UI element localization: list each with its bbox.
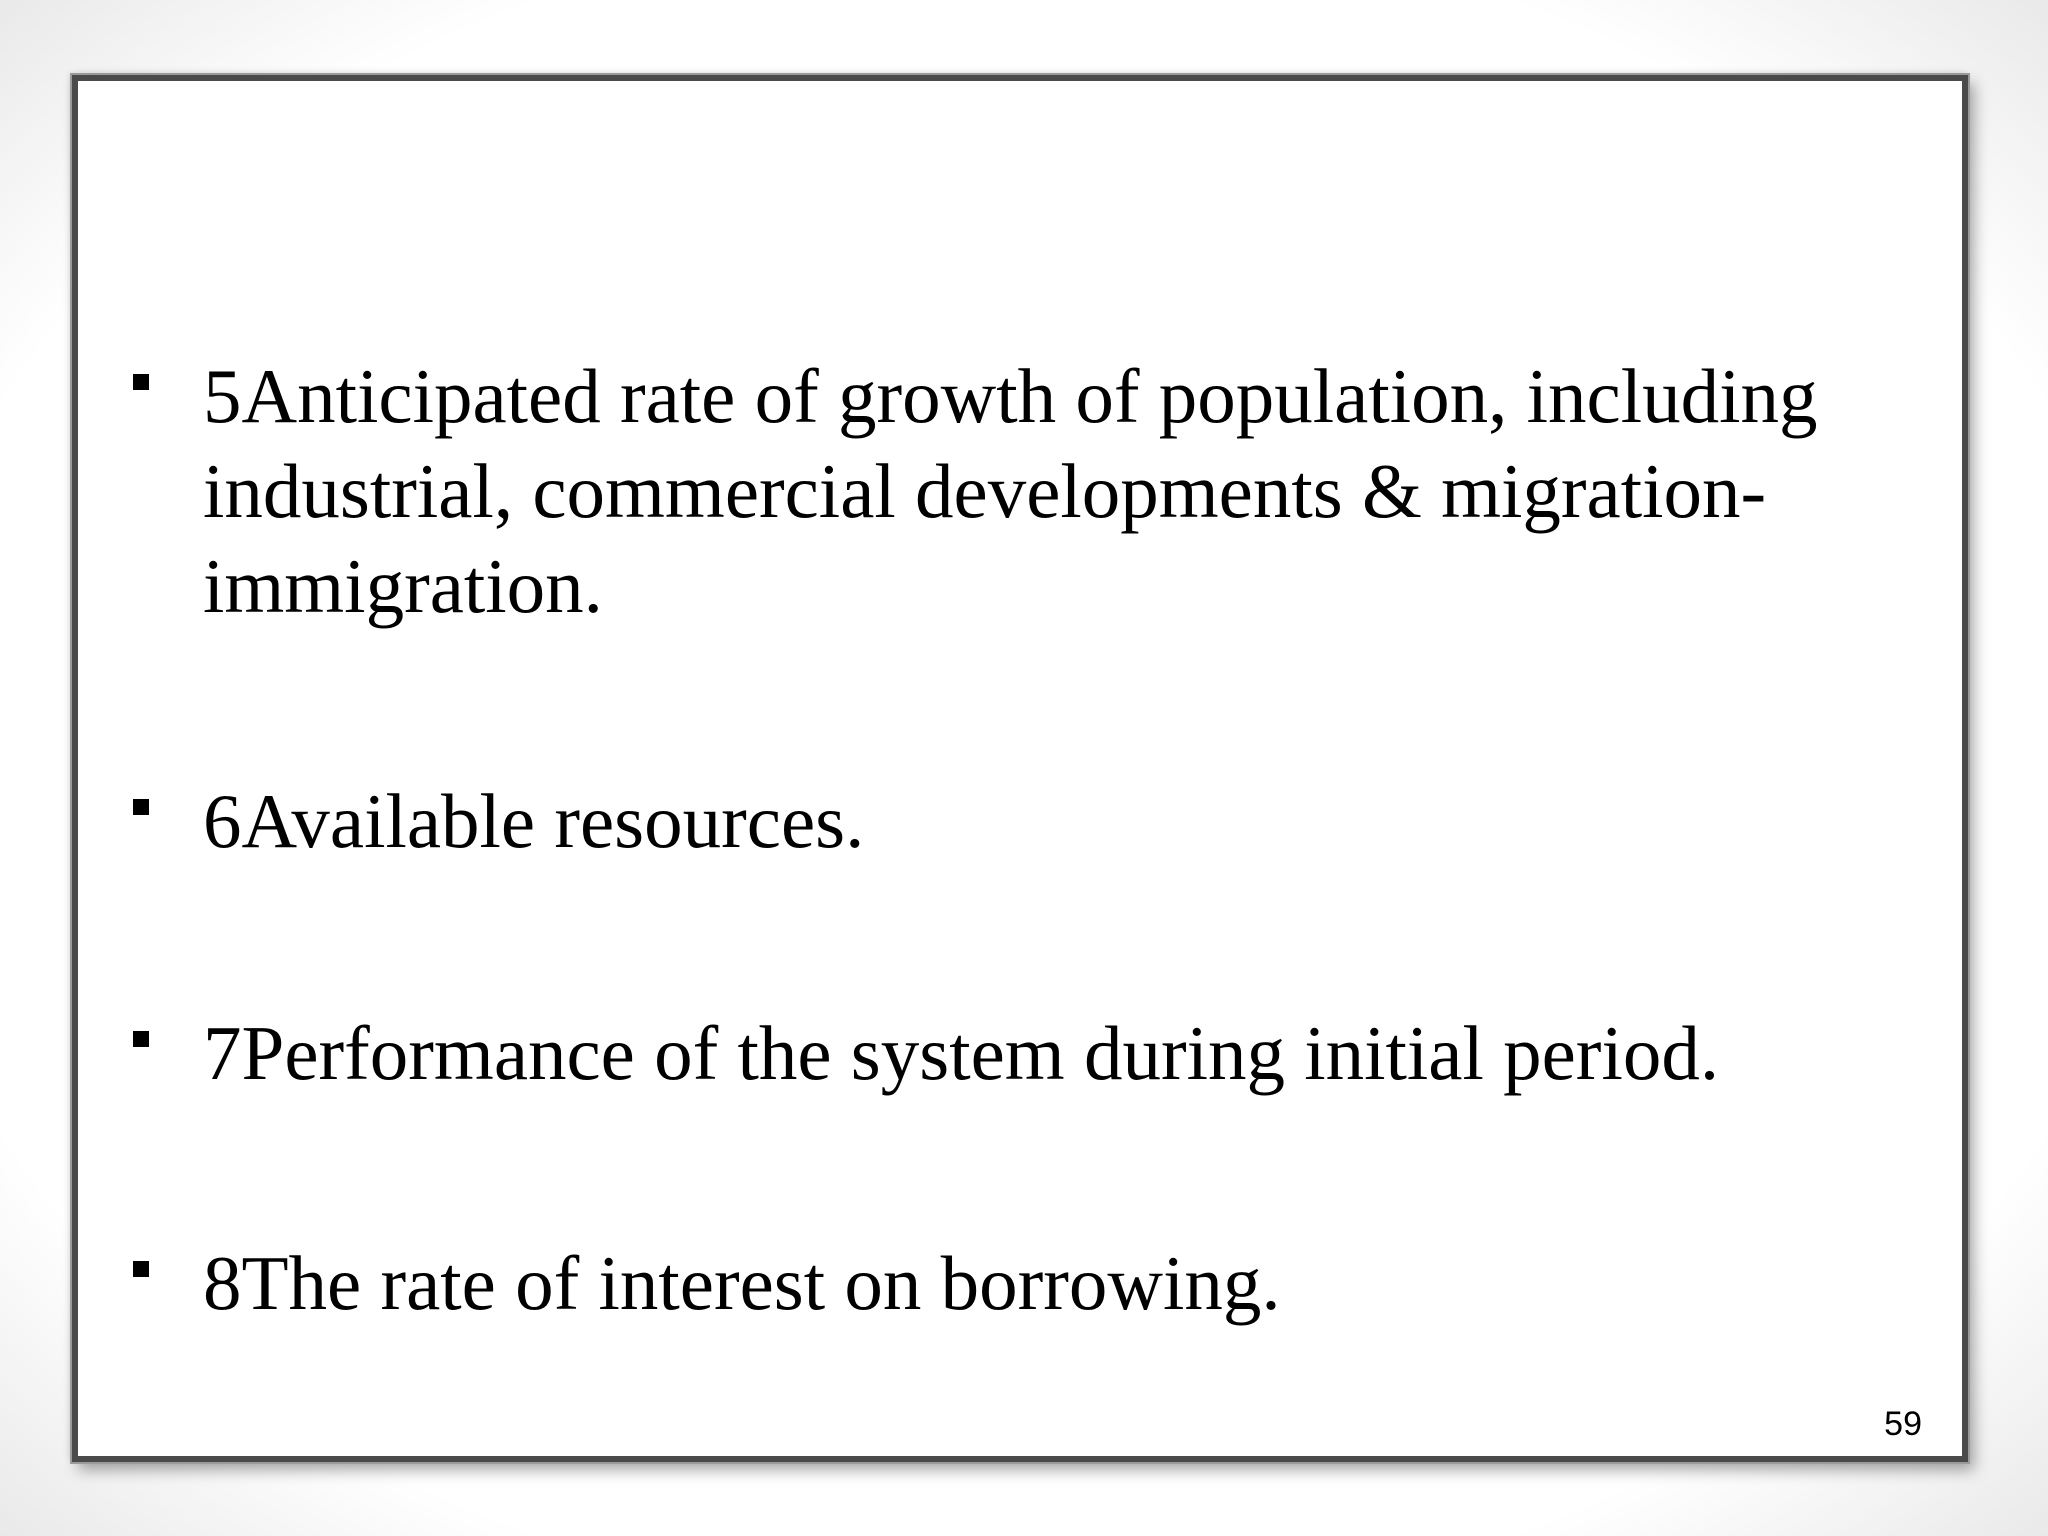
square-bullet-icon bbox=[133, 799, 149, 815]
bullet-text: 8The rate of interest on borrowing. bbox=[203, 1240, 1281, 1326]
bullet-text: 7Performance of the system during initial period. bbox=[203, 1010, 1720, 1096]
slide-number: 59 bbox=[1884, 1405, 1922, 1443]
square-bullet-icon bbox=[133, 1031, 149, 1047]
square-bullet-icon bbox=[133, 1261, 149, 1277]
slide-frame bbox=[72, 75, 1968, 1462]
square-bullet-icon bbox=[133, 374, 149, 390]
bullet-text: 5Anticipated rate of growth of population, including industrial, commercial developments & migration- immigration. bbox=[203, 353, 1818, 629]
bullet-text: 6Available resources. bbox=[203, 778, 865, 864]
